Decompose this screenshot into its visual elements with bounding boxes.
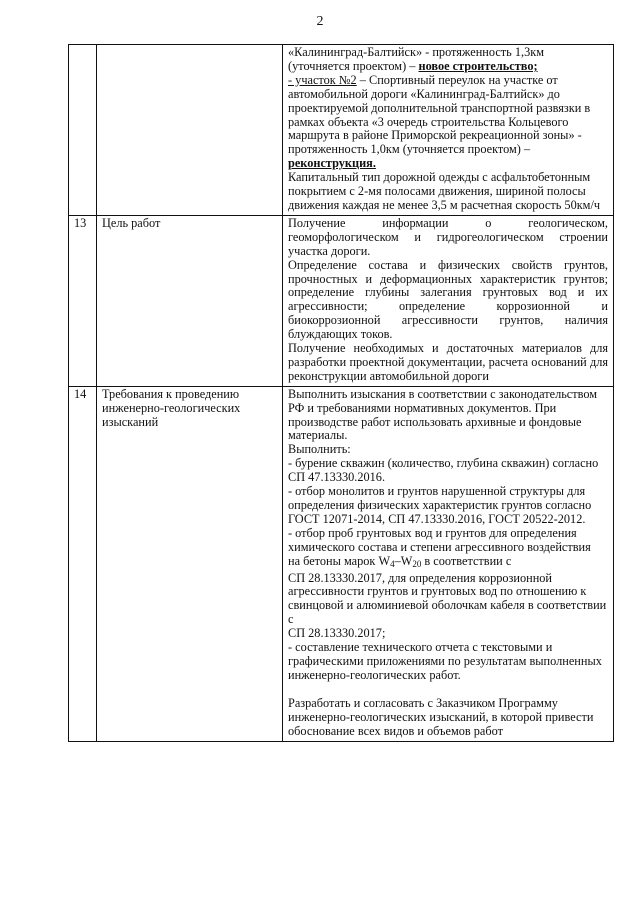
content-line: «Калининград-Балтийск» - протяженность 1,3км — [288, 45, 544, 59]
row-content-cell — [283, 386, 614, 741]
subscript-text: 4 — [390, 558, 395, 569]
requirements-table — [68, 44, 614, 742]
row-number-cell: 13 — [69, 215, 97, 386]
content-line: автомобильной дороги «Калининград-Балтийск» до проектируемой дополнительной транспортной развязки в рамках объекта «3 очередь строительства Кольцевого маршрута в районе Приморской рекреационной зоны» - протяженность 1,0км (уточняется проектом) – — [288, 86, 591, 157]
content-text: – Спортивный переулок на участке от — [356, 72, 558, 87]
content-text: –W — [394, 553, 413, 568]
content-paragraph: Выполнить: — [288, 442, 351, 457]
content-line — [288, 60, 608, 74]
content-paragraph: Разработать и согласовать с Заказчиком Программу инженерно-геологических изысканий, в которой привести обоснование всех видов и объемов работ — [288, 695, 594, 738]
content-paragraph: ГОСТ 12071-2014, СП 47.13330.2016, ГОСТ 20522-2012. — [288, 511, 586, 526]
row-title-cell — [97, 45, 283, 216]
content-text: на бетоны марок W — [288, 553, 391, 568]
row-number-cell: 14 — [69, 386, 97, 741]
row-title-cell: Требования к проведению инженерно-геологических изысканий — [97, 386, 283, 741]
table-row — [69, 45, 614, 216]
subscript-text: 20 — [412, 558, 422, 569]
paragraph-spacer — [288, 683, 608, 697]
table-row — [69, 386, 614, 741]
content-paragraph: - отбор проб грунтовых вод и грунтов для определения химического состава и степени агрессивного воздействия — [288, 525, 591, 554]
content-paragraph: - отбор монолитов и грунтов нарушенной структуры для определения физических характеристик грунтов согласно — [288, 484, 592, 512]
section-label: - участок №2 — [288, 72, 357, 87]
page-number: 2 — [316, 14, 324, 29]
content-line: Капитальный тип дорожной одежды с асфальтобетонным покрытием с 2-мя полосами движения, шириной полосы движения каждая не менее 3,5 м расчетная скорость 50км/ч — [288, 170, 601, 212]
content-text: (уточняется проектом) – — [288, 58, 419, 73]
content-paragraph: Получение информации о геологическом, геоморфологическом и гидрогеологическом строении участка дороги. — [288, 215, 608, 258]
content-paragraph — [288, 555, 608, 572]
row-title-cell: Цель работ — [97, 215, 283, 386]
content-paragraph: СП 28.13330.2017; — [288, 626, 386, 641]
content-paragraph: Определение состава и физических свойств грунтов, прочностных и деформационных характеристик грунтов; определение глубины залегания грунтовых вод и их агрессивности; определение коррозионной и биокоррозионной агрессивности грунтов, наличия блуждающих токов. — [288, 257, 608, 342]
content-paragraph: - составление технического отчета с текстовыми и графическими приложениями по результатам выполненных инженерно-геологических работ. — [288, 640, 602, 682]
content-line — [288, 74, 608, 88]
row-number-cell — [69, 45, 97, 216]
content-paragraph: СП 28.13330.2017, для определения коррозионной агрессивности грунтов и грунтовых вод по отношению к свинцовой и алюминиевой оболочкам кабеля в соответствии с — [288, 570, 607, 627]
table-row — [69, 215, 614, 386]
content-paragraph: Получение необходимых и достаточных материалов для разработки проектной документации, расчета оснований для реконструкции автомобильной дороги — [288, 341, 608, 383]
content-paragraph: Выполнить изыскания в соответствии с законодательством РФ и требованиями нормативных документов. При производстве работ использовать архивные и фондовые материалы. — [288, 386, 598, 443]
emphasis-text: реконструкция. — [288, 156, 376, 171]
row-content-cell — [283, 45, 614, 216]
row-content-cell — [283, 215, 614, 386]
content-text: в соответствии с — [421, 553, 512, 568]
content-paragraph: - бурение скважин (количество, глубина скважин) согласно СП 47.13330.2016. — [288, 456, 599, 485]
emphasis-text: новое строительство; — [418, 58, 538, 73]
